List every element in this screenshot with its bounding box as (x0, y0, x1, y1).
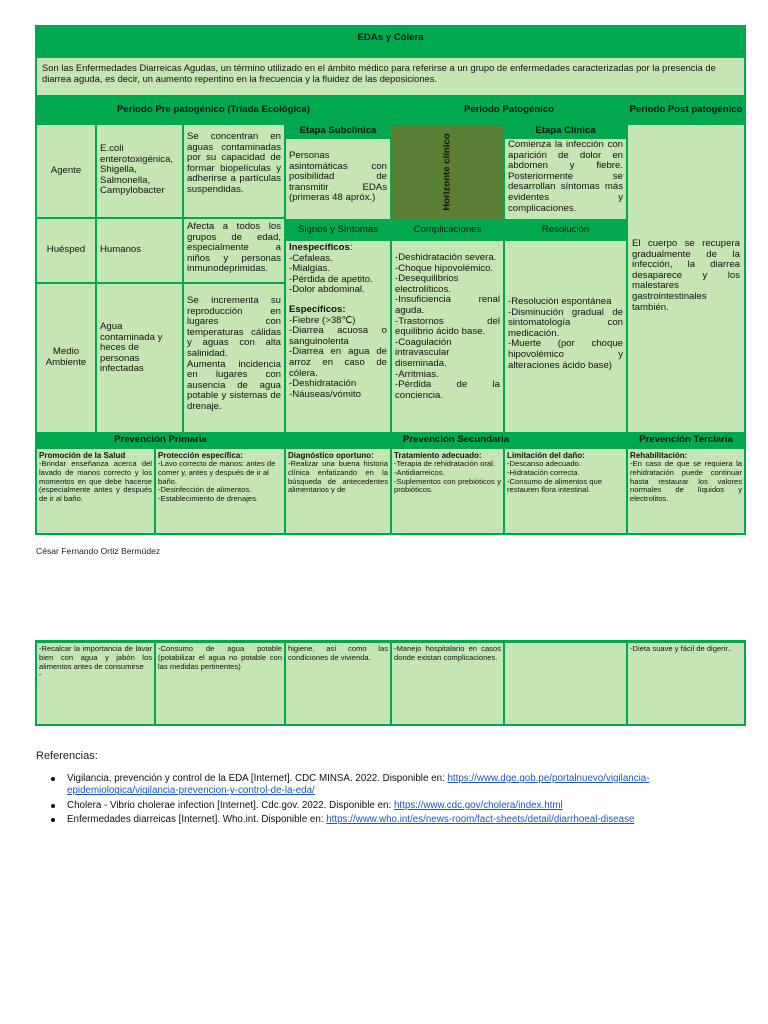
reference-item (36, 773, 748, 798)
inespecificos-list: -Cefaleas. -Mialgias. -Pérdida de apetito. -Dolor abdominal. (289, 252, 373, 296)
signos-title: Signos y Síntomas (298, 223, 378, 235)
reference-link[interactable]: https://www.dge.gob.pe/portalnuevo/vigilancia-epidemiologica/vigilancia-prevencion-y-control-de-la-eda/ (67, 773, 650, 797)
period-post-header: Periodo Post patogénico (629, 103, 743, 115)
medio-desc: Se incrementa su reproducción en lugares con temperaturas cálidas y aguas con alta salinidad. Aumenta incidencia en lugares con ausencia de agua potable y sistemas de drenaje. (184, 284, 284, 432)
proteccion-title: Protección específica: (158, 451, 243, 460)
reference-text: Vigilancia, prevención y control de la EDA [Internet]. CDC MINSA. 2022. Disponible en: (67, 773, 448, 784)
prevencion-terciaria-header: Prevención Terciaria (639, 434, 733, 446)
post-text: El cuerpo se recupera gradualmente de la infección, la diarrea desaparece y los malestares gastrointestinales también. (628, 125, 744, 432)
prevencion-secundaria-header: Prevención Secundaria (402, 434, 510, 446)
diagnostico-text: -Realizar una buena historia clínica enfatizando en la búsqueda de antecedentes alimentarios y de (288, 459, 388, 495)
limitacion-cell (505, 449, 626, 533)
cont-cell-4: -Manejo hospitalario en casos donde existan complicaciones. (392, 643, 503, 724)
diagnostico-cell (286, 449, 390, 533)
cont-cell-5 (505, 643, 626, 724)
reference-item (36, 800, 748, 812)
reference-text: Cholera - Vibrio cholerae infection [Internet]. Cdc.gov. 2022. Disponible en: (67, 799, 394, 811)
label-huesped: Huésped (37, 219, 95, 282)
prevencion-primaria-header: Prevención Primaria (114, 434, 207, 446)
author: César Fernando Ortiz Bermúdez (36, 546, 161, 556)
huesped-name: Humanos (97, 219, 182, 282)
medio-name: Agua contaminada y heces de personas infectadas (97, 284, 182, 432)
limitacion-title: Limitación del daño: (507, 451, 585, 460)
references-title: Referencias: (36, 750, 98, 762)
resolucion-title: Resolución (541, 223, 590, 235)
diagnostico-title: Diagnóstico oportuno: (288, 451, 374, 460)
label-agente: Agente (37, 125, 95, 217)
label-medio-ambiente: Medio Ambiente (37, 284, 95, 432)
resolucion-text: -Resolución espontánea -Disminución gradual de sintomatología con medicación. -Muerte (por choque hipovolémico y alteraciones ácido base) (505, 241, 626, 432)
reference-text: Enfermedades diarreicas [Internet]. Who.int. Disponible en: (67, 814, 327, 826)
especificos-list: -Fiebre (>38℃) -Diarrea acuosa o sanguinolenta -Diarrea en agua de arroz en caso de cólera. -Deshidratación -Náuseas/vómito (289, 314, 387, 400)
promocion-text: -Brindar enseñanza acerca del lavado de manos correcto y los momentos en que debe hacerse (especialmente antes y después de ir al baño. (39, 459, 152, 504)
signos-text: Inespecíficos: -Cefaleas. -Mialgias. -Pérdida de apetito. -Dolor abdominal. Específicos: -Fiebre (>38℃) -Diarrea acuosa o sanguinolenta -Diarrea en agua de arroz en caso de cólera. -Deshidratación -Náuseas/vómito (286, 241, 390, 432)
clinica-title: Etapa Clínica (535, 125, 596, 136)
tratamiento-title: Tratamiento adecuado: (394, 451, 482, 460)
limitacion-text: -Descanso adecuado. -Hidratación correcta. -Consumo de alimentos que restauren flora intestinal. (507, 459, 602, 495)
period-pat-header: Periodo Patogénico (463, 103, 555, 115)
promocion-cell (37, 449, 154, 533)
complicaciones-title: Complicaciones (413, 223, 482, 235)
page-title: EDAs y Cólera (357, 31, 424, 43)
references-list (36, 773, 748, 829)
reference-link[interactable]: https://www.who.int/es/news-room/fact-sheets/detail/diarrhoeal-disease (326, 814, 635, 826)
tratamiento-text: -Terapia de rehidratación oral. -Antidiarreicos. -Suplementos con prebióticos y probióticos. (394, 459, 501, 495)
horizonte-clinico (392, 125, 503, 219)
complicaciones-text: -Deshidratación severa. -Choque hipovolémico. -Desequilibrios electrolíticos. -Insuficiencia renal aguda. -Trastornos del equilibrio ácido base. -Coagulación intravascular diseminada. -Arritmias. -Pérdida de la conciencia. (392, 241, 503, 432)
reference-item (36, 814, 748, 826)
promocion-title: Promoción de la Salud (39, 451, 126, 460)
cont-cell-3: higiene, así como las condiciones de vivienda. (286, 643, 390, 724)
huesped-desc: Afecta a todos los grupos de edad, especialmente a niños y personas inmunodeprimidas. (184, 219, 284, 282)
horizonte-clinico-label: Horizonte clínico (441, 133, 453, 211)
rehabilitacion-cell (628, 449, 744, 533)
rehabilitacion-text: -En caso de que se requiera la rehidratación puede continuar hasta restaurar los valores normales de líquidos y electrolitos. (630, 459, 742, 504)
intro-text: Son las Enfermedades Diarreicas Agudas, un término utilizado en el ámbito médico para referirse a un grupo de enfermedades caracterizadas por la presencia de diarrea aguda, es decir, un aumento repentino en la frecuencia y la fluidez de las deposiciones. (37, 58, 744, 95)
clinica-text: Comienza la infección con aparición de dolor en abdomen y fiebre. Posteriormente se desarrollan síntomas más evidentes y complicaciones. (505, 139, 626, 219)
cont-cell-2: -Consumo de agua potable (potabilizar el agua no potable con las medidas pertinentes) (156, 643, 284, 724)
especificos-label: Específicos: (289, 303, 346, 315)
tratamiento-cell (392, 449, 503, 533)
cont-cell-6: -Dieta suave y fácil de digerir.. (628, 643, 744, 724)
inespecificos-label: Inespecíficos (289, 242, 350, 253)
proteccion-cell (156, 449, 284, 533)
reference-link[interactable]: https://www.cdc.gov/cholera/index.html (393, 799, 563, 811)
subclinica-title: Etapa Subclínica (299, 125, 377, 136)
period-pre-header: Periodo Pre patogénico (Tríada Ecológica) (117, 103, 310, 115)
cont-cell-1: -Recalcar la importancia de lavar bien con agua y jabón los alimentos antes de consumirse - (37, 643, 154, 724)
proteccion-text: -Lavo correcto de manos: antes de comer y, antes y después de ir al baño. -Desinfección de alimentos. -Establecimiento de drenajes. (158, 459, 276, 504)
agente-name: E.coli enterotoxigénica, Shigella, Salmonella, Campylobacter (97, 125, 182, 217)
subclinica-text: Personas asintomáticas con posibilidad de transmitir EDAs (primeras 48 apróx.) (286, 139, 390, 219)
rehabilitacion-title: Rehabilitación: (630, 451, 688, 460)
agente-desc: Se concentran en aguas contaminadas por su capacidad de formar biopelículas y adherirse a partículas suspendidas. (184, 125, 284, 217)
